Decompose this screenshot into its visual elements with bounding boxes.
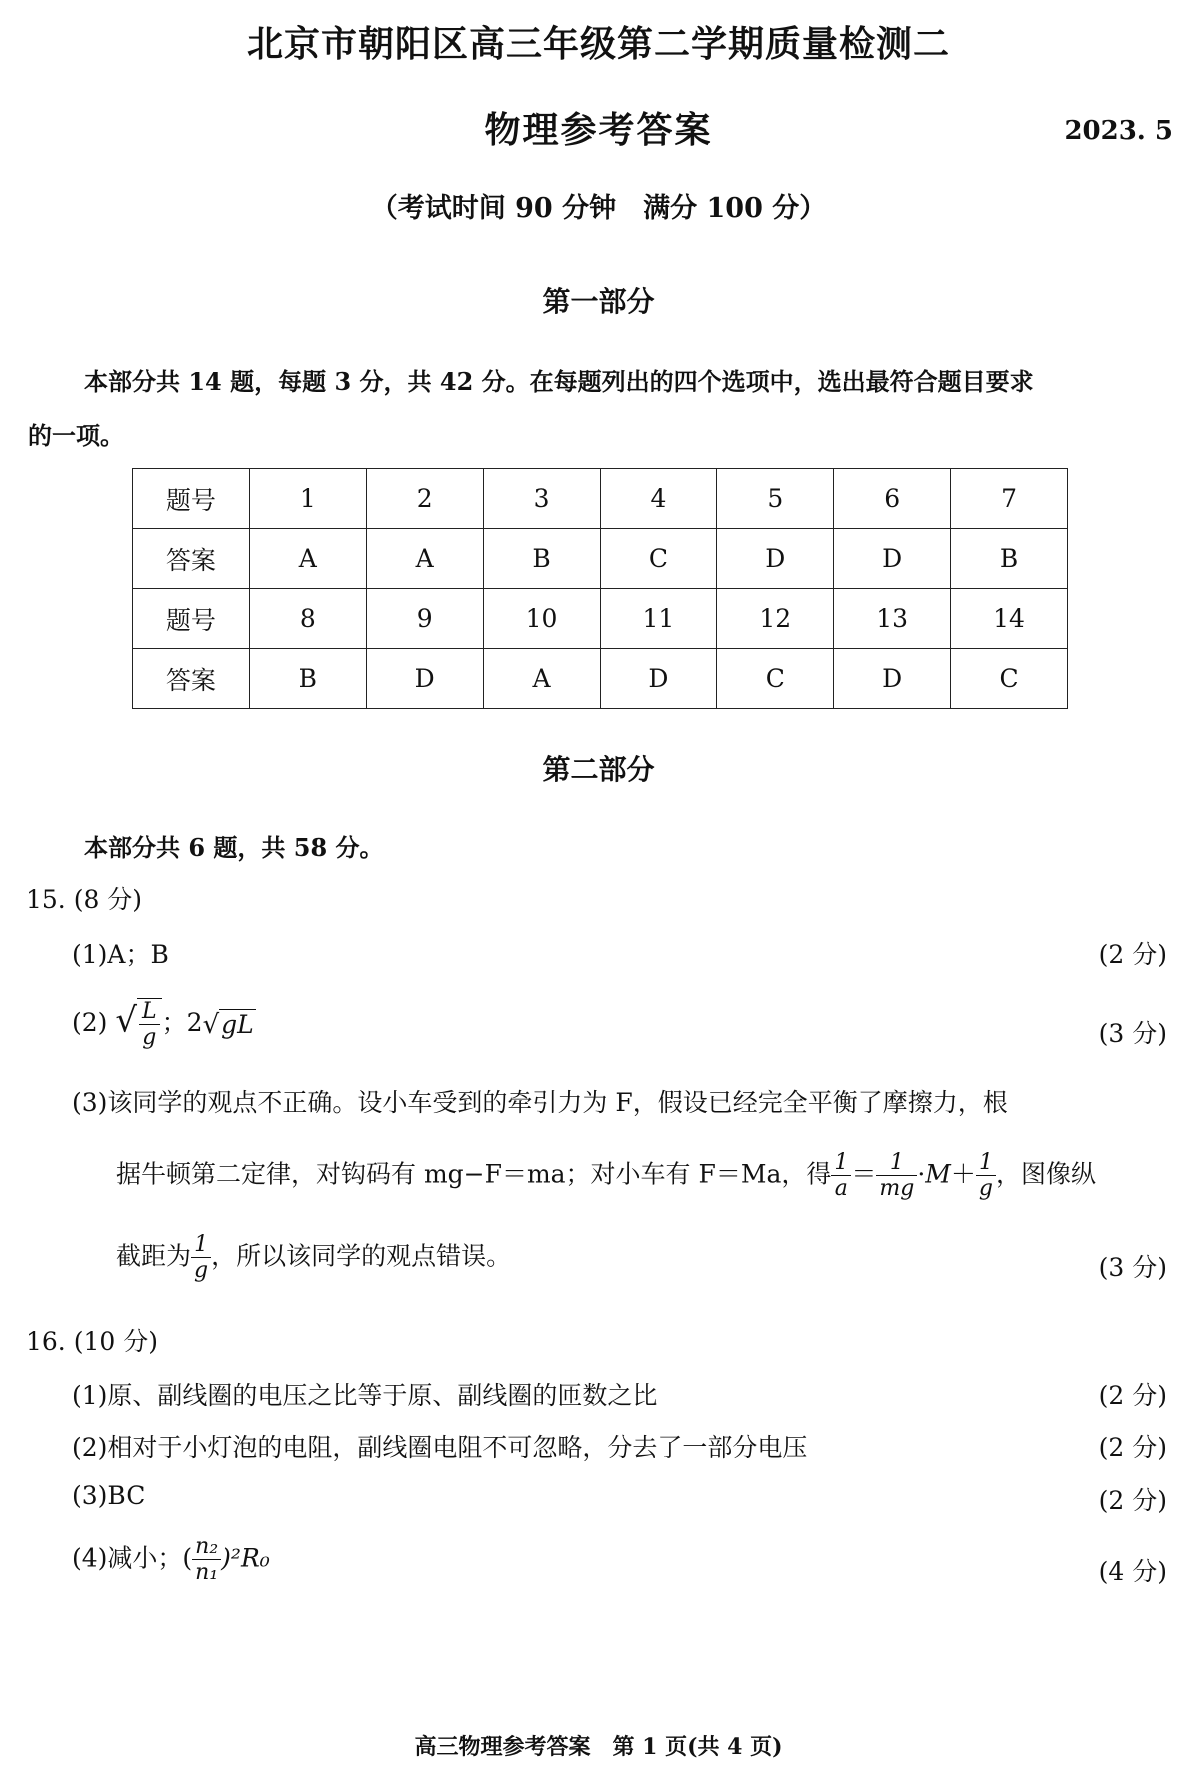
table-cell: 6 [834, 469, 951, 529]
table-cell: A [366, 529, 483, 589]
document-title: 北京市朝阳区高三年级第二学期质量检测二 [246, 23, 950, 65]
part2-title: 第二部分 [542, 753, 655, 786]
table-cell: D [834, 649, 951, 709]
document-date: 2023. 5 [1064, 116, 1173, 146]
q15-header: 15. (8 分) [26, 885, 143, 914]
q16-answer-2: (2)相对于小灯泡的电阻，副线圈电阻不可忽略，分去了一部分电压 [72, 1433, 808, 1462]
q15-a2-sep: ；2 [161, 1007, 203, 1037]
frac-n2-over-n1: $\frac{\text{n₂}}{\text{n₁}}$ [192, 1534, 221, 1586]
q15-a1-score: (2 分) [1098, 940, 1167, 969]
q16-a4-b: )²R₀ [221, 1543, 270, 1573]
q15-answer-3-line1: (3)该同学的观点不正确。设小车受到的牵引力为 F，假设已经完全平衡了摩擦力，根 [72, 1088, 1008, 1117]
frac-intercept-1-over-g: $\frac{1}{g}$ [191, 1232, 211, 1284]
q16-header: 16. (10 分) [26, 1327, 158, 1356]
part2-instruction: 本部分共 6 题，共 58 分。 [84, 833, 384, 862]
q16-answer-4 [72, 1534, 270, 1586]
table-cell: D [366, 649, 483, 709]
row-header-cell: 答案 [133, 649, 250, 709]
table-cell: 5 [717, 469, 834, 529]
q16-a4-score: (4 分) [1098, 1557, 1167, 1586]
exam-info: （考试时间 90 分钟 满分 100 分） [370, 193, 827, 224]
q16-a4-a: (4)减小；( [72, 1543, 193, 1573]
q15-a2-score: (3 分) [1098, 1019, 1167, 1048]
q15-answer-2 [72, 998, 256, 1051]
q15-a3-line2-b: ，图像纵 [996, 1159, 1097, 1189]
table-cell: A [483, 649, 600, 709]
sqrt-l-over-g: √ $\frac{L}{g}$ [115, 998, 161, 1051]
q15-a3-line2-a: 据牛顿第二定律，对钩码有 mg−F＝ma；对小车有 F＝Ma，得 [116, 1159, 832, 1189]
table-cell: B [249, 649, 366, 709]
table-cell: A [249, 529, 366, 589]
table-cell: 9 [366, 589, 483, 649]
q15-a3-line3-a: 截距为 [116, 1241, 192, 1271]
q15-a2-label: (2) [72, 1007, 108, 1037]
frac-1-over-a: $\frac{1}{a}$ [831, 1150, 851, 1202]
answer-table [132, 468, 1068, 709]
frac-1-over-g: $\frac{1}{g}$ [976, 1150, 996, 1202]
table-cell: 8 [249, 589, 366, 649]
q15-answer-3-line3 [116, 1232, 511, 1284]
table-cell: 10 [483, 589, 600, 649]
table-cell: 2 [366, 469, 483, 529]
q16-a1-score: (2 分) [1098, 1381, 1167, 1410]
table-cell: 14 [951, 589, 1068, 649]
q16-a3-score: (2 分) [1098, 1486, 1167, 1515]
table-cell: C [951, 649, 1068, 709]
table-cell: 3 [483, 469, 600, 529]
row-header-cell: 答案 [133, 529, 250, 589]
q15-a3-line3-b: ，所以该同学的观点错误。 [211, 1241, 512, 1271]
table-cell: C [600, 529, 717, 589]
table-cell: B [483, 529, 600, 589]
page-footer: 高三物理参考答案 第 1 页(共 4 页) [414, 1734, 783, 1760]
q15-a3-score: (3 分) [1098, 1253, 1167, 1282]
q15-answer-3-line2: 据牛顿第二定律，对钩码有 mg−F＝ma；对小车有 F＝Ma，得 $\frac{1}{a}$ ＝ $\frac{1}{mg}$ ·M＋ $\frac{1}{g}$ ，图像纵 [116, 1150, 1097, 1202]
table-row [133, 469, 1068, 529]
row-header-cell: 题号 [133, 589, 250, 649]
document-subtitle: 物理参考答案 [484, 109, 713, 151]
table-cell: D [834, 529, 951, 589]
part1-instruction-line2: 的一项。 [28, 421, 124, 450]
table-cell: 4 [600, 469, 717, 529]
table-cell: 12 [717, 589, 834, 649]
q15-a1-text: A；B [107, 940, 169, 969]
q16-a2-score: (2 分) [1098, 1433, 1167, 1462]
table-cell: 1 [249, 469, 366, 529]
q16-answer-1: (1)原、副线圈的电压之比等于原、副线圈的匝数之比 [72, 1381, 658, 1410]
part1-instruction-line1: 本部分共 14 题，每题 3 分，共 42 分。在每题列出的四个选项中，选出最符合题目要求 [84, 367, 1034, 396]
sqrt-gl: √gL [202, 1009, 254, 1040]
table-cell: D [717, 529, 834, 589]
table-cell: 13 [834, 589, 951, 649]
part1-title: 第一部分 [542, 285, 655, 318]
table-cell: C [717, 649, 834, 709]
q16-answer-3: (3)BC [72, 1481, 146, 1510]
row-header-cell: 题号 [133, 469, 250, 529]
table-cell: 7 [951, 469, 1068, 529]
table-cell: B [951, 529, 1068, 589]
table-row [133, 529, 1068, 589]
table-cell: D [600, 649, 717, 709]
q15-a1-label: (1) [72, 940, 108, 969]
frac-1-over-mg: $\frac{1}{mg}$ [876, 1150, 917, 1202]
table-row [133, 589, 1068, 649]
q15-answer-1 [72, 935, 169, 971]
table-row [133, 649, 1068, 709]
table-cell: 11 [600, 589, 717, 649]
